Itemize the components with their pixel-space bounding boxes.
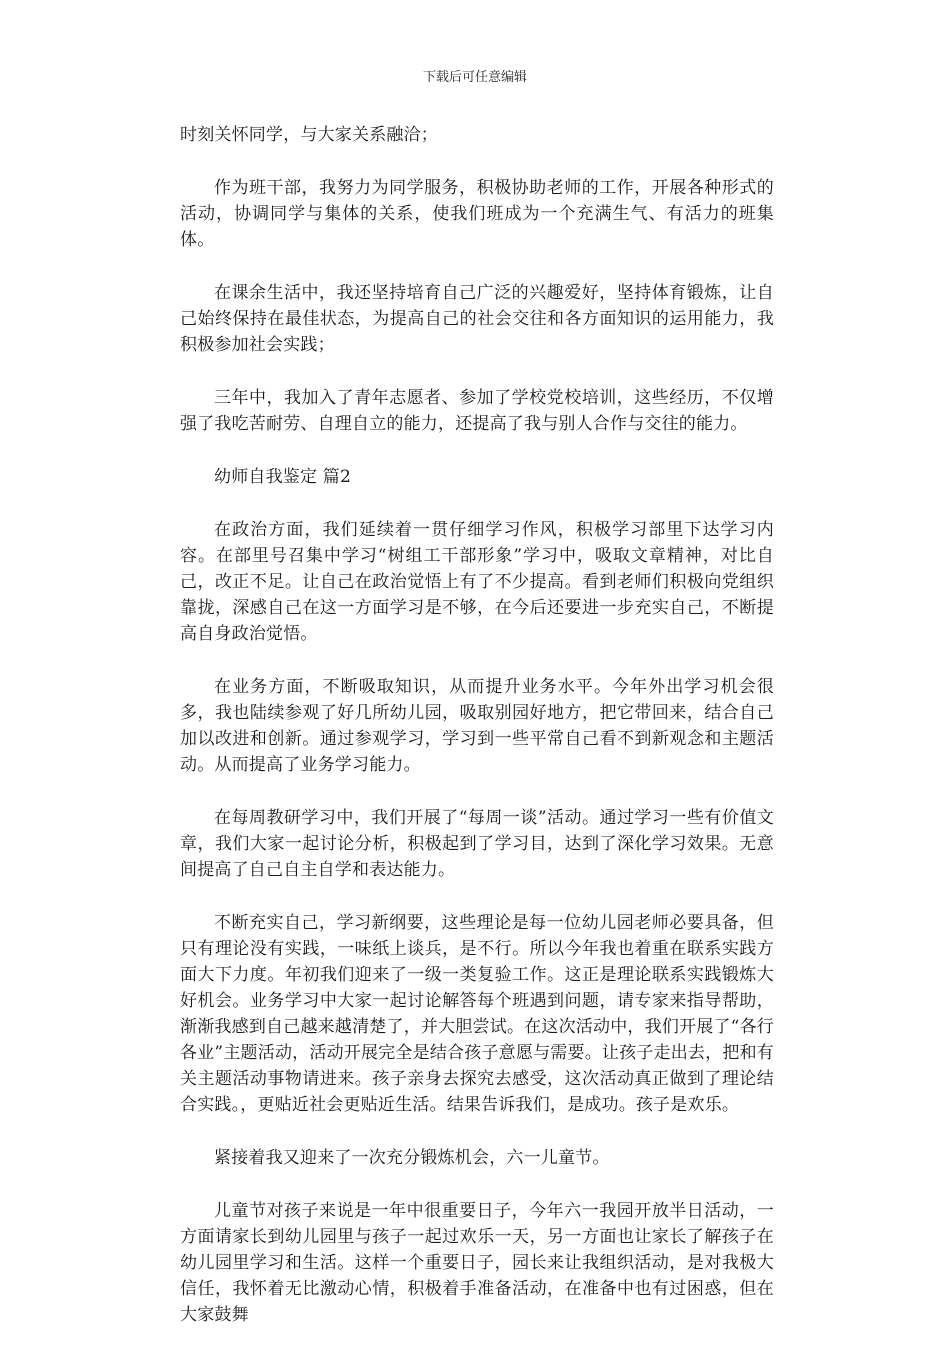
paragraph-11: 儿童节对孩子来说是一年中很重要日子，今年六一我园开放半日活动，一方面请家长到幼儿园里与孩子一起过欢乐一天，另一方面也让家长了解孩子在幼儿园里学习和生活。这样一个重要日子，园长来让我组织活动，是对我极大信任，我怀着无比激动心情，积极着手准备活动，在准备中也有过困惑，但在大家鼓舞 bbox=[180, 1201, 774, 1325]
document-body bbox=[180, 122, 774, 1355]
paragraph-10: 紧接着我又迎来了一次充分锻炼机会，六一儿童节。 bbox=[214, 1148, 610, 1168]
paragraph-1: 时刻关怀同学，与大家关系融洽； bbox=[180, 125, 438, 145]
paragraph-2: 作为班干部，我努力为同学服务，积极协助老师的工作，开展各种形式的活动，协调同学与集体的关系，使我们班成为一个充满生气、有活力的班集体。 bbox=[180, 178, 774, 250]
paragraph-9: 不断充实自己，学习新纲要，这些理论是每一位幼儿园老师必要具备，但只有理论没有实践，一味纸上谈兵，是不行。所以今年我也着重在联系实践方面大下力度。年初我们迎来了一级一类复验工作。这正是理论联系实践锻炼大好机会。业务学习中大家一起讨论解答每个班遇到问题，请专家来指导帮助，渐渐我感到自己越来越清楚了，并大胆尝试。在这次活动中，我们开展了“各行各业”主题活动，活动开展完全是结合孩子意愿与需要。让孩子走出去，把和有关主题活动事物请进来。孩子亲身去探究去感受，这次活动真正做到了理论结合实践。，更贴近社会更贴近生活。结果告诉我们，是成功。孩子是欢乐。 bbox=[180, 913, 774, 1115]
section-heading: 幼师自我鉴定 篇2 bbox=[214, 467, 352, 487]
paragraph-8: 在每周教研学习中，我们开展了“每周一谈”活动。通过学习一些有价值文章，我们大家一起讨论分析，积极起到了学习目，达到了深化学习效果。无意间提高了自己自主自学和表达能力。 bbox=[180, 808, 774, 880]
paragraph-7: 在业务方面，不断吸取知识，从而提升业务水平。今年外出学习机会很多，我也陆续参观了好几所幼儿园，吸取别园好地方，把它带回来，结合自己加以改进和创新。通过参观学习，学习到一些平常自己看不到新观念和主题活动。从而提高了业务学习能力。 bbox=[180, 677, 774, 775]
page-header: 下载后可任意编辑 bbox=[422, 70, 527, 85]
paragraph-3: 在课余生活中，我还坚持培育自己广泛的兴趣爱好，坚持体育锻炼，让自己始终保持在最佳状态，为提高自己的社会交往和各方面知识的运用能力，我积极参加社会实践； bbox=[180, 283, 774, 355]
paragraph-4: 三年中，我加入了青年志愿者、参加了学校党校培训，这些经历，不仅增强了我吃苦耐劳、自理自立的能力，还提高了我与别人合作与交往的能力。 bbox=[180, 388, 774, 434]
paragraph-6: 在政治方面，我们延续着一贯仔细学习作风，积极学习部里下达学习内容。在部里号召集中学习“树组工干部形象”学习中，吸取文章精神，对比自己，改正不足。让自己在政治觉悟上有了不少提高。看到老师们积极向党组织靠拢，深感自己在这一方面学习是不够，在今后还要进一步充实自己，不断提高自身政治觉悟。 bbox=[180, 520, 774, 644]
